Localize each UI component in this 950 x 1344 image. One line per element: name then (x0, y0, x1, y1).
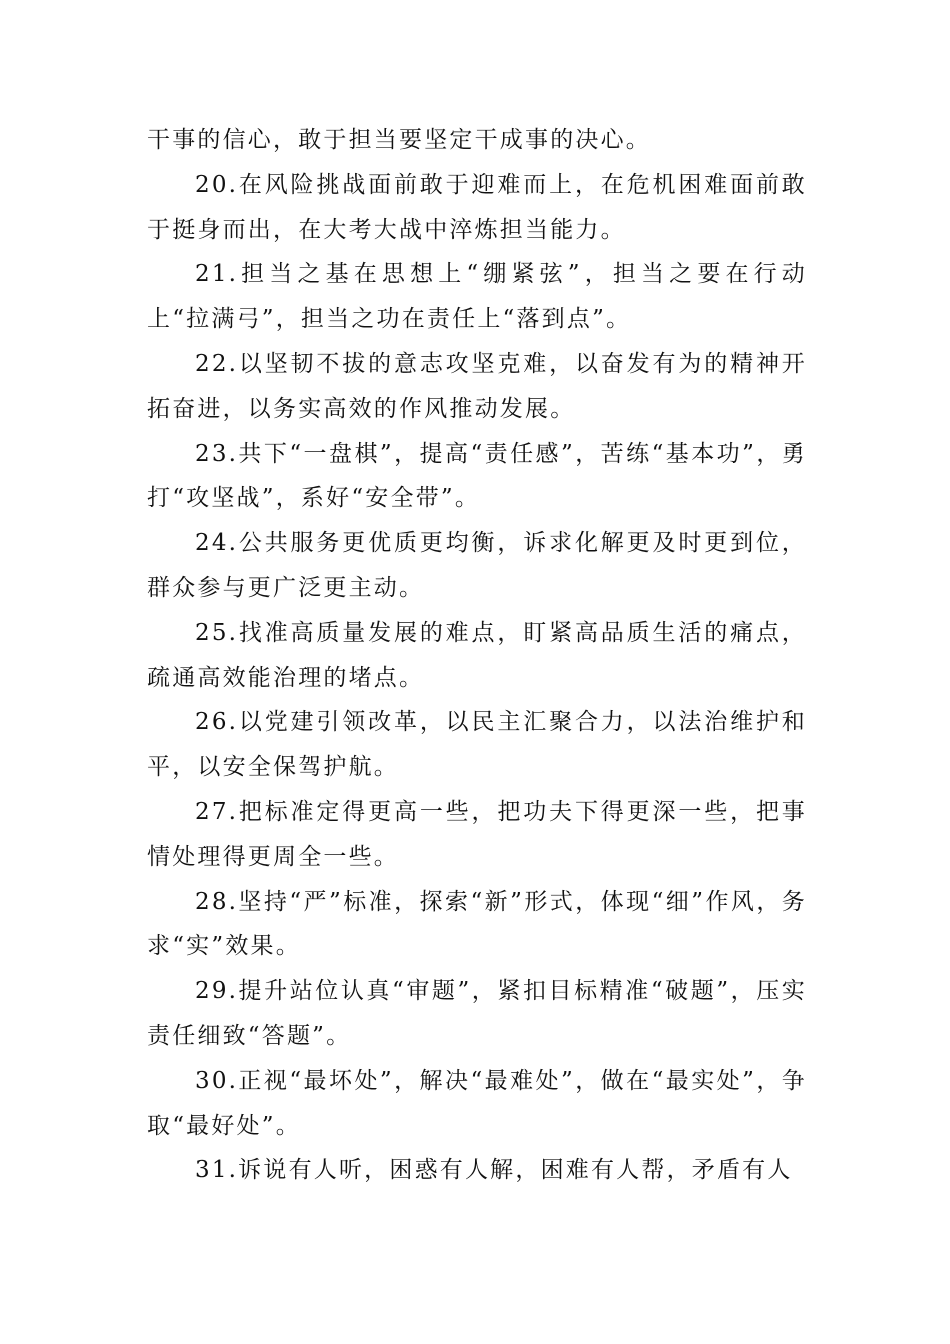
paragraph: 干事的信心，敢于担当要坚定干成事的决心。 (147, 127, 651, 153)
paragraph-item-31: 31.诉说有人听，困惑有人解，困难有人帮，矛盾有人 (195, 1157, 793, 1184)
paragraph-item-20: 20.在风险挑战面前敢于迎难而上，在危机困难面前敢于挺身而出，在大考大战中淬炼担当能力。 (147, 171, 807, 243)
paragraph-item-27: 27.把标准定得更高一些，把功夫下得更深一些，把事情处理得更周全一些。 (147, 798, 807, 870)
paragraph-item-26: 26.以党建引领改革，以民主汇聚合力，以法治维护和平，以安全保驾护航。 (147, 709, 807, 781)
paragraph-item-23: 23.共下“一盘棋”，提高“责任感”，苦练“基本功”，勇打“攻坚战”，系好“安全带”。 (147, 440, 807, 512)
paragraph-item-22: 22.以坚韧不拔的意志攻坚克难，以奋发有为的精神开拓奋进，以务实高效的作风推动发展。 (147, 350, 807, 422)
paragraph-item-24: 24.公共服务更优质更均衡，诉求化解更及时更到位，群众参与更广泛更主动。 (147, 530, 807, 601)
paragraph-item-25: 25.找准高质量发展的难点，盯紧高品质生活的痛点，疏通高效能治理的堵点。 (147, 619, 807, 691)
paragraph-item-30: 30.正视“最坏处”，解决“最难处”，做在“最实处”，争取“最好处”。 (147, 1067, 807, 1139)
paragraph-item-28: 28.坚持“严”标准，探索“新”形式，体现“细”作风，务求“实”效果。 (147, 888, 807, 960)
document-body (147, 118, 807, 1193)
paragraph-item-21: 21.担当之基在思想上“绷紧弦”，担当之要在行动上“拉满弓”，担当之功在责任上“落到点”。 (147, 261, 807, 333)
paragraph-item-29: 29.提升站位认真“审题”，紧扣目标精准“破题”，压实责任细致“答题”。 (147, 978, 807, 1049)
